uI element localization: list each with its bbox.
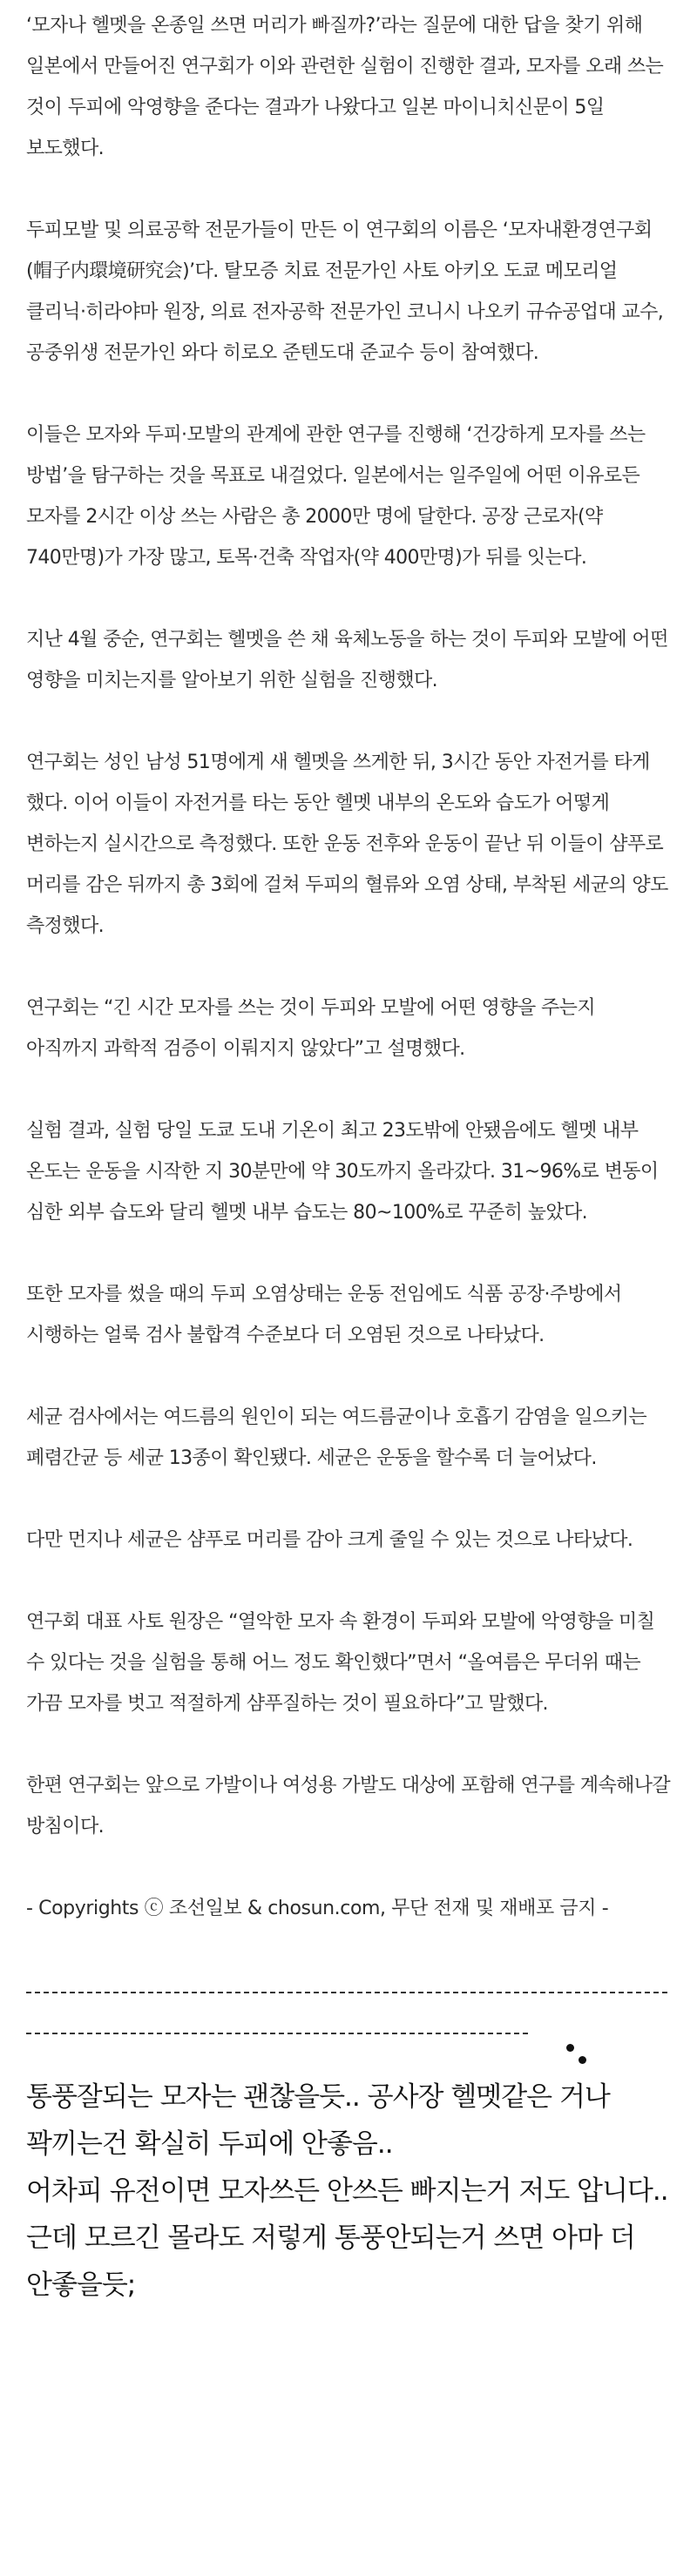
paragraph-gap: [26, 1233, 671, 1274]
paragraph-gap: [26, 1069, 671, 1110]
paragraph-gap: [26, 701, 671, 742]
comment-line: 통풍잘되는 모자는 괜찮을듯.. 공사장 헬멧같은 거나 꽉끼는건 확실히 두피에 안좋음..: [26, 2081, 610, 2160]
user-comment: [26, 2074, 671, 2309]
article-paragraph: 지난 4월 중순, 연구회는 헬멧을 쓴 채 육체노동을 하는 것이 두피와 모발에 어떤 영향을 미치는지를 알아보기 위한 실험을 진행했다.: [26, 629, 668, 691]
paragraph-gap: [26, 169, 671, 210]
article-paragraph: 연구회 대표 사토 원장은 “열악한 모자 속 환경이 두피와 모발에 악영향을 미칠 수 있다는 것을 실험을 통해 어느 정도 확인했다”면서 “올여름은 무더위 때는 가끔 모자를 벗고 적절하게 샴푸질하는 것이 필요하다”고 말했다.: [26, 1611, 655, 1715]
article-paragraph: 두피모발 및 의료공학 전문가들이 만든 이 연구회의 이름은 ‘모자내환경연구회(帽子内環境研究会)’다. 탈모증 치료 전문가인 사토 아키오 도쿄 메모리얼 클리닉·히라야마 원장, 의료 전자공학 전문가인 코니시 나오키 규슈공업대 교수, 공중위생 전문가인 와다 히로오 준텐도대 준교수 등이 참여했다.: [26, 219, 664, 364]
paragraph-gap: [26, 947, 671, 988]
article-paragraph: 실험 결과, 실험 당일 도쿄 도내 기온이 최고 23도밖에 안됐음에도 헬멧 내부 온도는 운동을 시작한 지 30분만에 약 30도까지 올라갔다. 31~96%로 변동이 심한 외부 습도와 달리 헬멧 내부 습도는 80~100%로 꾸준히 높았다.: [26, 1120, 659, 1224]
article-paragraph: 또한 모자를 썼을 때의 두피 오염상태는 운동 전임에도 식품 공장·주방에서 시행하는 얼룩 검사 불합격 수준보다 더 오염된 것으로 나타났다.: [26, 1284, 622, 1346]
paragraph-gap: [26, 1479, 671, 1520]
dot: [566, 2044, 574, 2052]
article-paragraph: 이들은 모자와 두피·모발의 관계에 관한 연구를 진행해 ‘건강하게 모자를 쓰는 방법’을 탐구하는 것을 목표로 내걸었다. 일본에서는 일주일에 어떤 이유로든 모자를 2시간 이상 쓰는 사람은 총 2000만 명에 달한다. 공장 근로자(약 740만명)가 가장 많고, 토목·건축 작업자(약 400만명)가 뒤를 잇는다.: [26, 424, 646, 569]
comment-line: 근데 모르긴 몰라도 저렇게 통풍안되는거 쓰면 아마 더 안좋을듯;: [26, 2222, 635, 2301]
paragraph-gap: [26, 1724, 671, 1765]
article-paragraph: 세균 검사에서는 여드름의 원인이 되는 여드름균이나 호흡기 감염을 일으키는 폐렴간균 등 세균 13종이 확인됐다. 세균은 운동을 할수록 더 늘어났다.: [26, 1406, 647, 1469]
paragraph-gap: [26, 1561, 671, 1602]
article-paragraph: 연구회는 “긴 시간 모자를 쓰는 것이 두피와 모발에 어떤 영향을 주는지 아직까지 과학적 검증이 이뤄지지 않았다”고 설명했다.: [26, 997, 595, 1060]
dashed-divider: [26, 1992, 671, 1993]
article-paragraph: 한편 연구회는 앞으로 가발이나 여성용 가발도 대상에 포함해 연구를 계속해나갈 방침이다.: [26, 1775, 671, 1838]
article-paragraph: 연구회는 성인 남성 51명에게 새 헬멧을 쓰게한 뒤, 3시간 동안 자전거를 타게 했다. 이어 이들이 자전거를 타는 동안 헬멧 내부의 온도와 습도가 어떻게 변하는지 실시간으로 측정했다. 또한 운동 전후와 운동이 끝난 뒤 이들이 샴푸로 머리를 감은 뒤까지 총 3회에 걸쳐 두피의 혈류와 오염 상태, 부착된 세균의 양도 측정했다.: [26, 752, 668, 937]
dots-icon: [566, 2044, 592, 2070]
comment-separator: [26, 1992, 671, 2034]
paragraph-gap: [26, 1356, 671, 1397]
paragraph-gap: [26, 578, 671, 619]
dashed-divider: [26, 2033, 531, 2034]
paragraph-gap: [26, 374, 671, 415]
article-paragraph: ‘모자나 헬멧을 온종일 쓰면 머리가 빠질까?’라는 질문에 대한 답을 찾기 위해 일본에서 만들어진 연구회가 이와 관련한 실험이 진행한 결과, 모자를 오래 쓰는 것이 두피에 악영향을 준다는 결과가 나왔다고 일본 마이니치신문이 5일 보도했다.: [26, 15, 664, 159]
comment-line: 어차피 유전이면 모자쓰든 안쓰든 빠지는거 저도 압니다..: [26, 2175, 668, 2207]
copyright-notice: - Copyrights ⓒ 조선일보 & chosun.com, 무단 전재 및 재배포 금지 -: [26, 1898, 609, 1919]
dot: [579, 2056, 586, 2064]
article-paragraph: 다만 먼지나 세균은 샴푸로 머리를 감아 크게 줄일 수 있는 것으로 나타났다.: [26, 1529, 633, 1551]
paragraph-gap: [26, 1847, 671, 1888]
